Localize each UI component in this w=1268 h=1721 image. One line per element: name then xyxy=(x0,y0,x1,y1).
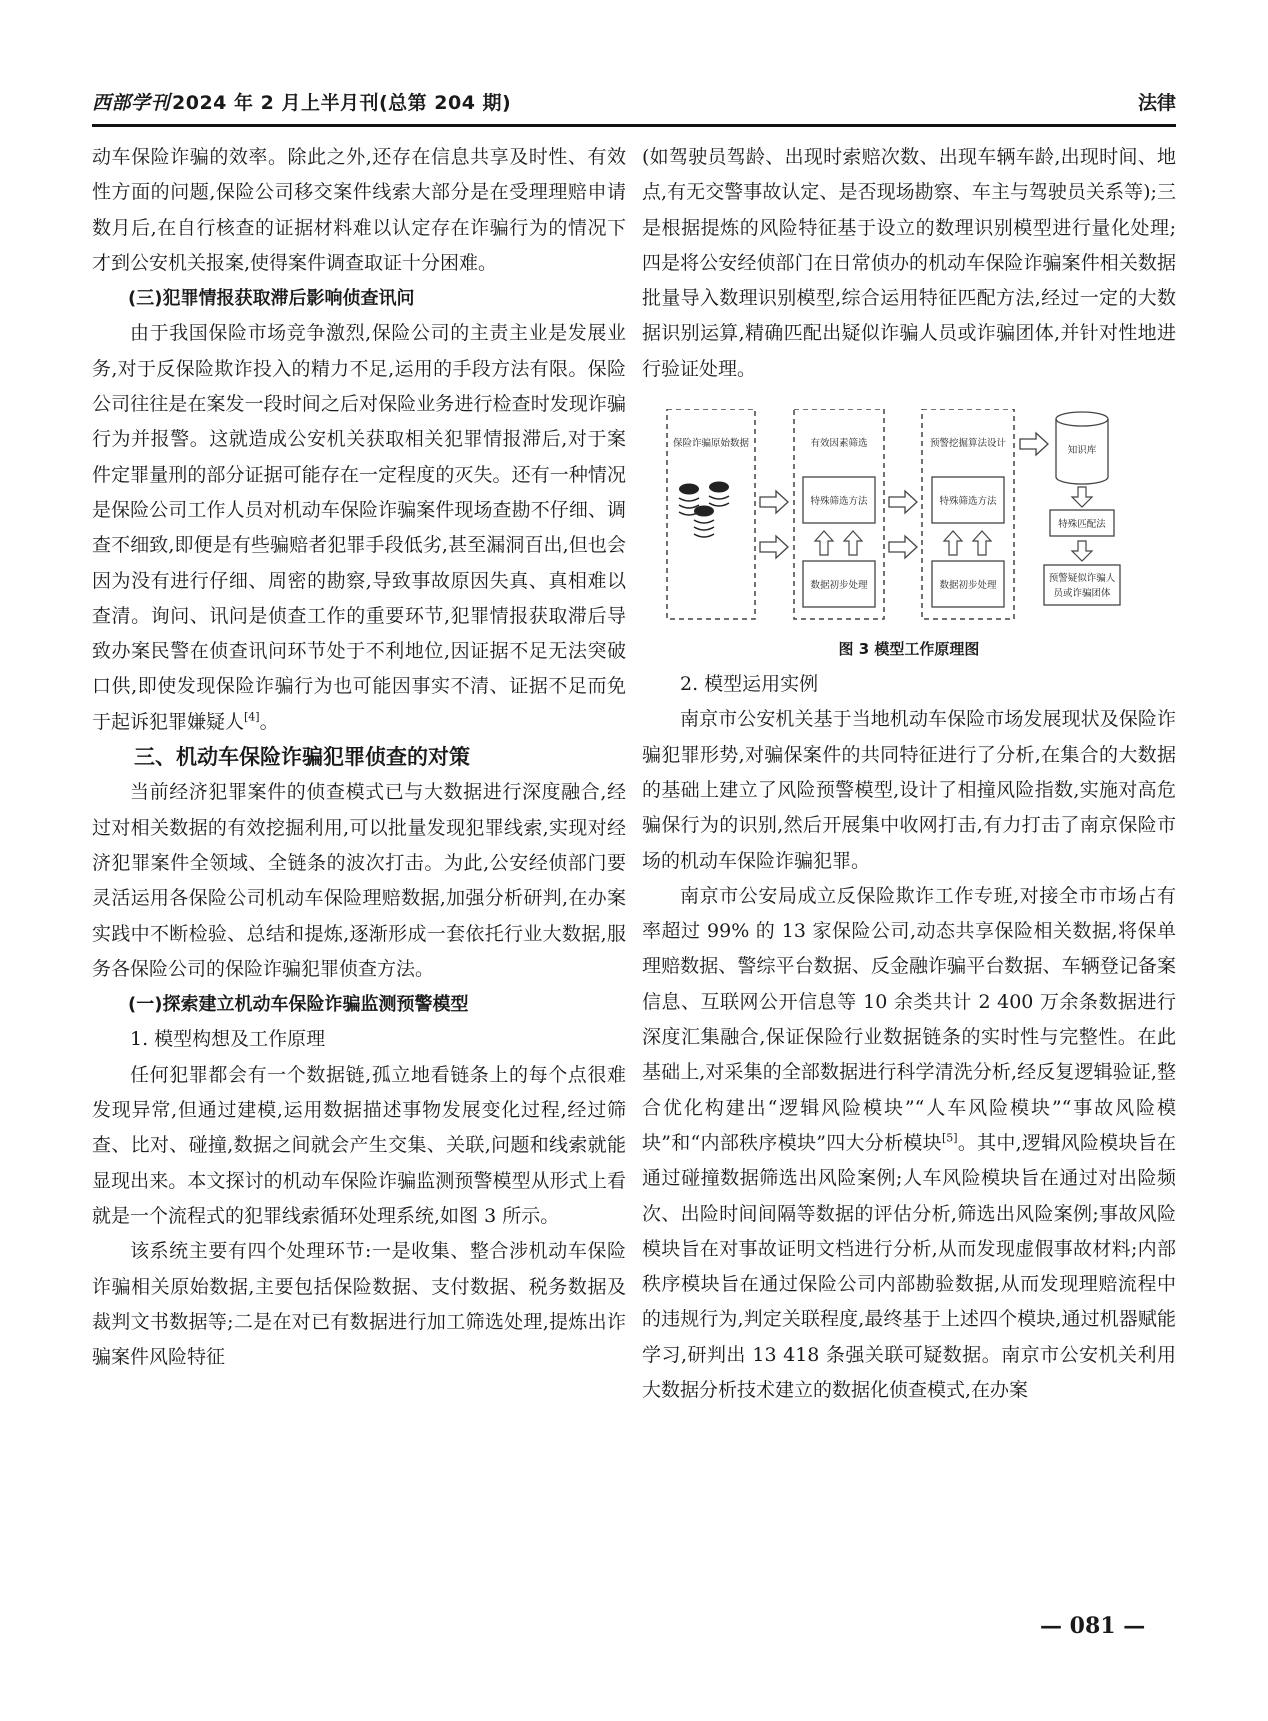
algorithm-design-title: 预警挖掘算法设计 xyxy=(929,438,1007,450)
paragraph: 南京市公安机关基于当地机动车保险市场发展现状及保险诈骗犯罪形势,对骗保案件的共同特征进行了分析,在集合的大数据的基础上建立了风险预警模型,设计了相撞风险指数,实施对高危骗保行为的识别,然后开展集中收网打击,有力打击了南京保险市场的机动车保险诈骗犯罪。 xyxy=(642,708,1176,872)
figure-caption: 图 3 模型工作原理图 xyxy=(838,640,980,659)
citation: [4] xyxy=(244,710,260,724)
section-label: 法律 xyxy=(1137,92,1176,114)
journal-logo: 西部学刊 xyxy=(92,92,171,114)
arrow-right-icon xyxy=(1020,433,1048,455)
paragraph-text: 。 xyxy=(259,710,279,733)
filter-method-label: 特殊筛选方法 xyxy=(939,496,997,508)
diagram-svg xyxy=(642,409,1176,625)
paragraph: (如驾驶员驾龄、出现时索赔次数、出现车辆车龄,出现时间、地点,有无交警事故认定、是否现场勘察、车主与驾驶员关系等);三是根据提炼的风险特征基于设立的数理识别模型进行量化处理;四是将公安经侦部门在日常侦办的机动车保险诈骗案件相关数据批量导入数理识别模型,综合运用特征匹配方法,经过一定的大数据识别运算,精确匹配出疑似诈骗人员或诈骗团体,并针对性地进行验证处理。 xyxy=(642,146,1176,380)
arrow-up-icon xyxy=(944,531,962,555)
raw-data-title: 保险诈骗原始数据 xyxy=(672,438,750,450)
section-heading: 三、机动车保险诈骗犯罪侦查的对策 xyxy=(134,745,470,770)
database-icon xyxy=(679,482,729,538)
result-label-line2: 员或诈骗团体 xyxy=(1053,588,1111,600)
journal-issue xyxy=(92,88,511,115)
factor-filter-title: 有效因素筛选 xyxy=(810,438,868,450)
numbered-heading: 2. 模型运用实例 xyxy=(680,673,819,696)
paragraph-text: 。其中,逻辑风险模块旨在通过碰撞数据筛选出风险案例;人车风险模块旨在通过对出险频次、出险时间间隔等数据的评估分析,筛选出风险案例;事故风险模块旨在对事故证明文档进行分析,从而发现虚假事故材料;内部秩序模块旨在通过保险公司内部勘验数据,从而发现理赔流程中的违规行为,判定关联程度,最终基于上述四个模块,通过机器赋能学习,研判出 13 418 条强关联可疑数据。南京市公安机关利用大数据分析技术建立的数据化侦查模式,在办案 xyxy=(642,1131,1176,1402)
arrow-down-icon xyxy=(1072,487,1092,507)
paragraph: 该系统主要有四个处理环节:一是收集、整合涉机动车保险诈骗相关原始数据,主要包括保险数据、支付数据、税务数据及裁判文书数据等;二是在对已有数据进行加工筛选处理,提炼出诈骗案件风险特征 xyxy=(92,1240,626,1369)
paragraph: 动车保险诈骗的效率。除此之外,还存在信息共享及时性、有效性方面的问题,保险公司移交案件线索大部分是在受理理赔申请数月后,在自行核查的证据材料难以认定存在诈骗行为的情况下才到公安机关报案,使得案件调查取证十分困难。 xyxy=(92,146,626,274)
paragraph: 任何犯罪都会有一个数据链,孤立地看链条上的每个点很难发现异常,但通过建模,运用数据描述事物发展变化过程,经过筛查、比对、碰撞,数据之间就会产生交集、关联,问题和线索就能显现出来。本文探讨的机动车保险诈骗监测预警模型从形式上看就是一个流程式的犯罪线索循环处理系统,如图 3 所示。 xyxy=(92,1063,626,1227)
arrow-up-icon xyxy=(844,531,862,555)
arrow-right-icon xyxy=(889,491,917,513)
paragraph xyxy=(92,316,626,740)
citation: [5] xyxy=(941,1131,958,1145)
preprocess-label: 数据初步处理 xyxy=(939,580,997,592)
result-label-line1: 预警疑似诈骗人 xyxy=(1048,573,1116,585)
left-column xyxy=(92,140,626,1375)
knowledge-base-label: 知识库 xyxy=(1067,445,1097,457)
arrow-down-icon xyxy=(1072,541,1092,561)
paragraph-text: 由于我国保险市场竞争激烈,保险公司的主责主业是发展业务,对于反保险欺诈投入的精力不足,运用的手段方法有限。保险公司往往是在案发一段时间之后对保险业务进行检查时发现诈骗行为并报警。这就造成公安机关获取相关犯罪情报滞后,对于案件定罪量刑的部分证据可能存在一定程度的灭失。还有一种情况是保险公司工作人员对机动车保险诈骗案件现场查勘不仔细、调查不细致,即便是有些骗赔者犯罪手段低劣,甚至漏洞百出,但也会因为没有进行仔细、周密的勘察,导致事故原因失真、真相难以查清。询问、讯问是侦查工作的重要环节,犯罪情报获取滞后导致办案民警在侦查讯问环节处于不利地位,因证据不足无法突破口供,即使发现保险诈骗行为也可能因事实不清、证据不足而免于起诉犯罪嫌疑人 xyxy=(92,322,626,733)
preprocess-label: 数据初步处理 xyxy=(810,580,868,592)
running-header xyxy=(92,82,1176,127)
paragraph-text: 南京市公安局成立反保险欺诈工作专班,对接全市市场占有率超过 99% 的 13 家保险公司,动态共享保险相关数据,将保单理赔数据、警综平台数据、反金融诈骗平台数据、车辆登记备案信息、互联网公开信息等 10 余类共计 2 400 万余条数据进行深度汇集融合,保证保险行业数据链条的实时性与完整性。在此基础上,对采集的全部数据进行科学清洗分析,经反复逻辑验证,整合优化构建出“逻辑风险模块”“人车风险模块”“事故风险模块”和“内部秩序模块”四大分析模块 xyxy=(642,884,1176,1154)
paragraph: 当前经济犯罪案件的侦查模式已与大数据进行深度融合,经过对相关数据的有效挖掘利用,可以批量发现犯罪线索,实现对经济犯罪案件全领域、全链条的波次打击。为此,公安经侦部门要灵活运用各保险公司机动车保险理赔数据,加强分析研判,在办案实践中不断检验、总结和提炼,逐渐形成一套依托行业大数据,服务各保险公司的保险诈骗犯罪侦查方法。 xyxy=(92,781,626,980)
result-box xyxy=(1044,565,1120,605)
filter-method-label: 特殊筛选方法 xyxy=(810,496,868,508)
page-number: — 081 — xyxy=(1040,1613,1146,1639)
arrow-right-icon xyxy=(760,491,788,513)
numbered-heading: 1. 模型构想及工作原理 xyxy=(130,1028,326,1051)
right-column xyxy=(642,140,1176,1408)
arrow-right-icon xyxy=(760,536,788,558)
issue-text: 2024 年 2 月上半月刊(总第 204 期) xyxy=(172,92,512,114)
subheading: (一)探索建立机动车保险诈骗监测预警模型 xyxy=(128,994,469,1016)
arrow-up-icon xyxy=(815,531,833,555)
paragraph xyxy=(642,879,1176,1408)
subheading: (三)犯罪情报获取滞后影响侦查讯问 xyxy=(128,288,415,310)
arrow-right-icon xyxy=(889,536,917,558)
model-diagram xyxy=(642,409,1176,625)
arrow-up-icon xyxy=(973,531,991,555)
match-method-label: 特殊匹配法 xyxy=(1058,519,1106,531)
